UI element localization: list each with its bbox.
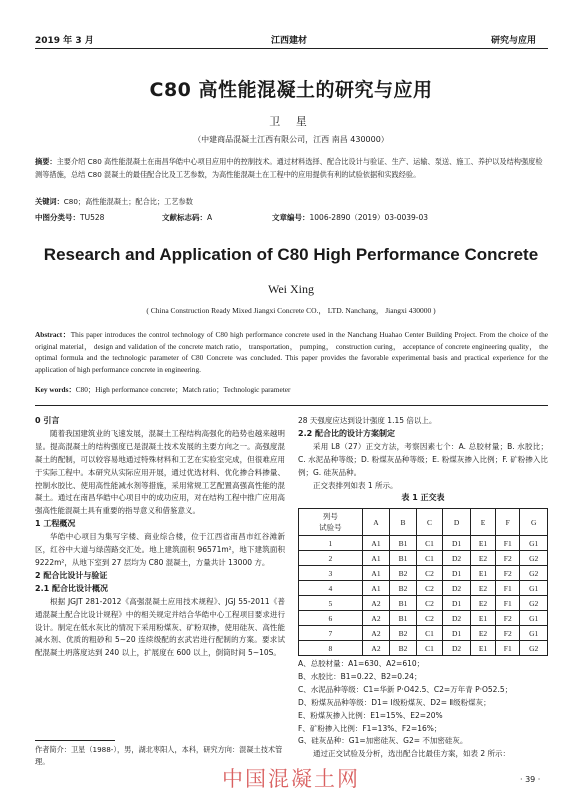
table-cell: C2: [416, 596, 442, 611]
table-cell: C1: [416, 551, 442, 566]
table-cell: E1: [470, 536, 495, 551]
trial-number-cell: 8: [299, 641, 363, 656]
abstract-en-text: This paper introduces the control technology of C80 high performance concrete used in the Nanchang Huahao Center Building Project. From the choice of the original material， design and validation of the concrete match ratio， transportation， pumping， construction curing， acceptance of concrete engineering quality， the optimal formula and the technologic parameter of C80 Concrete was concluded. This paper provides the favorable experimental basis and practical experience for the application of high performance concrete in engineering.: [35, 330, 549, 374]
table-cell: G2: [520, 566, 548, 581]
table-cell: G2: [520, 596, 548, 611]
table-cell: B1: [390, 596, 416, 611]
table-cell: F2: [496, 611, 520, 626]
right-column-top: [298, 415, 548, 505]
section-introduction-heading: 0 引言: [35, 416, 60, 425]
table-cell: E2: [470, 596, 495, 611]
table-cell: F2: [496, 551, 520, 566]
table-cell: F1: [496, 536, 520, 551]
table-cell: G1: [520, 581, 548, 596]
corner-bottom-label: 试验号: [319, 523, 342, 532]
affiliation-en: ( China Construction Ready Mixed Jiangxi Concrete CO.， LTD. Nanchang， Jiangxi 430000 ): [146, 306, 436, 315]
art-label: 文章编号：: [272, 213, 310, 222]
table-cell: A1: [362, 551, 390, 566]
clc-value: TU528: [80, 213, 105, 222]
trial-number-cell: 5: [299, 596, 363, 611]
left-column: [35, 415, 285, 660]
table-cell: E2: [470, 626, 495, 641]
factor-conclusion: 通过正交试验及分析，选出配合比最佳方案，如表 2 所示：: [313, 749, 511, 759]
author-cn: 卫 星: [269, 115, 313, 128]
watermark: 中国混凝土网: [222, 767, 360, 791]
table-cell: A2: [362, 596, 390, 611]
art-value: 1006-2890（2019）03-0039-03: [309, 213, 429, 222]
table-row: [299, 581, 548, 596]
table-row: [299, 596, 548, 611]
table-cell: B1: [390, 536, 416, 551]
abstract-en: [35, 329, 548, 375]
table-cell: F2: [496, 626, 520, 641]
section-mix-design-heading: 2 配合比设计与验证: [35, 570, 108, 580]
header-rule: [35, 48, 548, 49]
table-cell: C2: [416, 611, 442, 626]
doc-label: 文献标志码：: [162, 213, 207, 222]
abstract-rule: [35, 405, 548, 406]
table-cell: D2: [443, 581, 471, 596]
page-number: · 39 ·: [520, 775, 541, 784]
table-cell: B2: [390, 581, 416, 596]
orthogonal-design-paragraph: 采用 L8（27）正交方法，考察因素七个：A. 总胶材量；B. 水胶比；C. 水泥品种等级；D. 粉煤灰品种等级；E. 粉煤灰掺入比例；F. 矿粉掺入比例；G. 硅灰品种。: [298, 441, 548, 477]
keywords-cn: [35, 196, 548, 209]
table-cell: G1: [520, 611, 548, 626]
section-project-heading: 1 工程概况: [35, 519, 76, 529]
table-cell: F1: [496, 581, 520, 596]
table-cell: B2: [390, 566, 416, 581]
abstract-cn-text: 主要介绍 C80 高性能混凝土在南昌华皓中心项目应用中的控制技术。通过材料选择、配合比设计与验证、生产、运输、泵送、施工、养护以及结构强度检测等措施，总结 C80 混凝土的最佳配合比及工艺参数，为高性能混凝土在工程中的应用提供有利的试验依据和实践经验。: [35, 157, 543, 179]
table-cell: A1: [362, 581, 390, 596]
table-cell: B2: [390, 626, 416, 641]
table-intro-line: 正交表排列如表 1 所示。: [313, 480, 398, 490]
factor-item: D、粉煤灰品种等级：D1= Ⅰ级粉煤灰、D2= Ⅱ级粉煤灰；: [298, 697, 491, 707]
table-cell: D2: [443, 611, 471, 626]
clc-label: 中图分类号：: [35, 213, 80, 222]
strength-requirement-line: 28 天强度应达到设计强度 1.15 倍以上。: [298, 416, 437, 425]
article-number: [272, 212, 428, 223]
abstract-cn-label: 摘要：: [35, 157, 57, 166]
table-caption: 表 1 正交表: [401, 493, 445, 503]
project-paragraph: 华皓中心项目为集写字楼、商业综合楼，位于江西省南昌市红谷滩新区，红谷中大道与绿茵路交汇处。地上建筑面积 96571m²，地下建筑面积 9222m²，从地下室到 27 层均为 C80 混凝土，方量共计 13000 方。: [35, 532, 285, 567]
column-header: B: [390, 509, 416, 536]
table-cell: C2: [416, 581, 442, 596]
subsection-2-2-heading: 2.2 配合比的设计方案制定: [298, 428, 395, 438]
factor-item: B、水胶比：B1=0.22、B2=0.24；: [298, 671, 422, 681]
table-cell: B1: [390, 551, 416, 566]
table-cell: A2: [362, 611, 390, 626]
factor-list: [298, 658, 548, 761]
table-cell: A2: [362, 626, 390, 641]
trial-number-cell: 3: [299, 566, 363, 581]
keywords-en: [35, 385, 548, 395]
column-header: C: [416, 509, 442, 536]
trial-number-cell: 1: [299, 536, 363, 551]
table-cell: C1: [416, 641, 442, 656]
trial-number-cell: 6: [299, 611, 363, 626]
affiliation-cn: （中建商品混凝土江西有限公司，江西 南昌 430000）: [193, 135, 389, 144]
table-cell: G2: [520, 551, 548, 566]
keywords-cn-text: C80；高性能混凝土；配合比；工艺参数: [63, 197, 193, 206]
column-header: A: [362, 509, 390, 536]
table-cell: E1: [470, 641, 495, 656]
mix-design-paragraph: 根据 JGJT 281-2012《高强混凝土应用技术规程》、JGJ 55-2011《普通混凝土配合比设计规程》中的相关规定并结合华皓中心工程项目要求进行设计。制定在低水灰比的情况下采用粉煤灰、矿粉双掺，使用硅灰、高性能减水剂、优质的粗砂和 5~20 连续级配的玄武岩进行配制的方案。要求试配混凝土坍落度达到 240 以上，扩展度在 600 以上，倒筒时间 5~10S。: [35, 596, 285, 658]
factor-item: A、总胶材量：A1=630、A2=610；: [298, 659, 425, 668]
keywords-en-label: Key words：: [35, 385, 76, 394]
table-row: [299, 551, 548, 566]
table-cell: A1: [362, 536, 390, 551]
table-cell: D2: [443, 641, 471, 656]
header-section: 研究与应用: [491, 36, 537, 46]
table-cell: B2: [390, 641, 416, 656]
table-cell: A1: [362, 566, 390, 581]
table-cell: C1: [416, 536, 442, 551]
author-en: Wei Xing: [267, 282, 315, 296]
table-cell: D1: [443, 536, 471, 551]
table-cell: A2: [362, 641, 390, 656]
table-corner-header: [299, 509, 363, 536]
factor-item: E、粉煤灰掺入比例：E1=15%、E2=20%: [298, 710, 443, 720]
subsection-2-1-heading: 2.1 配合比设计概况: [35, 583, 108, 593]
clc-number: [35, 212, 104, 223]
page-title-en: Research and Application of C80 High Performance Concrete: [43, 245, 539, 264]
table-cell: B1: [390, 611, 416, 626]
table-cell: C2: [416, 566, 442, 581]
table-cell: F2: [496, 566, 520, 581]
table-cell: D1: [443, 626, 471, 641]
page-title-cn: C80 高性能混凝土的研究与应用: [149, 79, 433, 101]
header-journal: 江西建材: [271, 36, 308, 46]
table-cell: G1: [520, 536, 548, 551]
table-cell: D1: [443, 596, 471, 611]
table-cell: E2: [470, 581, 495, 596]
table-row: [299, 611, 548, 626]
table-cell: E1: [470, 611, 495, 626]
table-cell: D2: [443, 551, 471, 566]
abstract-en-label: Abstract：: [35, 330, 71, 339]
table-cell: C1: [416, 626, 442, 641]
trial-number-cell: 4: [299, 581, 363, 596]
table-row: [299, 566, 548, 581]
abstract-cn: [35, 156, 548, 181]
introduction-paragraph: 随着我国建筑业的飞速发展，混凝土工程结构高强化的趋势也越来越明显。提高混凝土的结构强度已是混凝土技术发展的主要方向之一。高强度混凝土的配制，可以较容易地通过特殊材料和工艺在实验室完成，但很难应用于实际工程中。本研究从实际应用开展，通过优选材料、优化掺合料掺量、控制水胶比、使用高性能减水剂等措施，采用常规工艺配置高强高性能的混凝土。通过在南昌华皓中心项目中的成功应用，对在结构工程中推广应用高强高性能混凝土具有重要的指导意义和借鉴意义。: [35, 428, 285, 516]
table-body: [299, 536, 548, 656]
column-header: G: [520, 509, 548, 536]
factor-item: C、水泥品种等级：C1=华新 P·O42.5、C2=万年青 P·O52.5；: [298, 684, 513, 694]
table-cell: G2: [520, 641, 548, 656]
trial-number-cell: 2: [299, 551, 363, 566]
table-row: [299, 536, 548, 551]
factor-item: G、硅灰品种：G1=加密硅灰、G2= 不加密硅灰。: [298, 736, 468, 746]
column-header: D: [443, 509, 471, 536]
factor-item: F、矿粉掺入比例：F1=13%、F2=16%；: [298, 723, 442, 733]
doc-value: A: [207, 213, 213, 222]
table-cell: E1: [470, 566, 495, 581]
header-date: 2019 年 3 月: [35, 36, 94, 46]
table-cell: G1: [520, 626, 548, 641]
trial-number-cell: 7: [299, 626, 363, 641]
doc-code: [162, 212, 212, 223]
table-cell: E2: [470, 551, 495, 566]
corner-top-label: 列号: [322, 512, 338, 521]
table-row: [299, 626, 548, 641]
keywords-cn-label: 关键词：: [35, 197, 64, 206]
table-cell: F1: [496, 596, 520, 611]
keywords-en-text: C80；High performance concrete；Match ratio；Technologic parameter: [75, 385, 291, 394]
table-cell: D1: [443, 566, 471, 581]
table-row: [299, 641, 548, 656]
orthogonal-table: [298, 508, 548, 656]
column-header: F: [496, 509, 520, 536]
table-cell: F1: [496, 641, 520, 656]
author-footnote: 作者简介：卫星（1988-），男，湖北枣阳人，本科，研究方向：混凝土技术管理。: [35, 745, 283, 766]
column-header: E: [470, 509, 495, 536]
footnote-rule: [35, 740, 115, 741]
